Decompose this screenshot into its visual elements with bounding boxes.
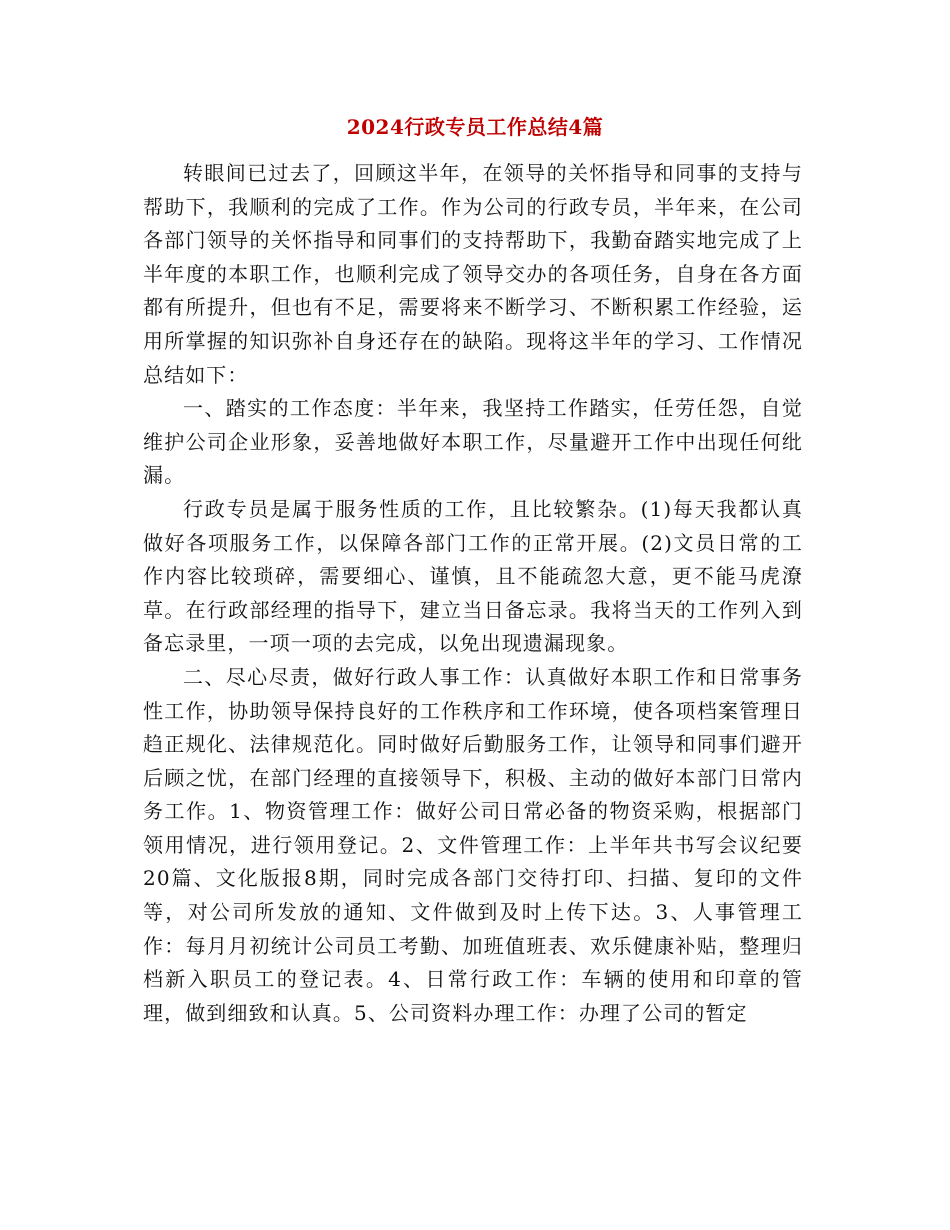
service-work-paragraph: 行政专员是属于服务性质的工作，且比较繁杂。(1)每天我都认真做好各项服务工作，以保障各部门工作的正常开展。(2)文员日常的工作内容比较琐碎，需要细心、谨慎，且不能疏忽大意，更不能马虎潦草。在行政部经理的指导下，建立当日备忘录。我将当天的工作列入到备忘录里，一项一项的去完成，以免出现遗漏现象。 xyxy=(143,496,803,656)
document-body xyxy=(143,157,803,1030)
document-title: 2024行政专员工作总结4篇 xyxy=(346,115,604,139)
admin-hr-work-paragraph: 二、尽心尽责，做好行政人事工作：认真做好本职工作和日常事务性工作，协助领导保持良好的工作秩序和工作环境，使各项档案管理日趋正规化、法律规范化。同时做好后勤服务工作，让领导和同事们避开后顾之忧，在部门经理的直接领导下，积极、主动的做好本部门日常内务工作。1、物资管理工作：做好公司日常必备的物资采购，根据部门领用情况，进行领用登记。2、文件管理工作：上半年共书写会议纪要20篇、文化版报8期，同时完成各部门交待打印、扫描、复印的文件等，对公司所发放的通知、文件做到及时上传下达。3、人事管理工作：每月月初统计公司员工考勤、加班值班表、欢乐健康补贴，整理归档新入职员工的登记表。4、日常行政工作：车辆的使用和印章的管理，做到细致和认真。5、公司资料办理工作：办理了公司的暂定 xyxy=(143,664,803,1025)
intro-paragraph: 转眼间已过去了，回顾这半年，在领导的关怀指导和同事的支持与帮助下，我顺利的完成了工作。作为公司的行政专员，半年来，在公司各部门领导的关怀指导和同事们的支持帮助下，我勤奋踏实地完成了上半年度的本职工作，也顺利完成了领导交办的各项任务，自身在各方面都有所提升，但也有不足，需要将来不断学习、不断积累工作经验，运用所掌握的知识弥补自身还存在的缺陷。现将这半年的学习、工作情况总结如下： xyxy=(143,161,803,387)
work-attitude-paragraph: 一、踏实的工作态度：半年来，我坚持工作踏实，任劳任怨，自觉维护公司企业形象，妥善地做好本职工作，尽量避开工作中出现任何纰漏。 xyxy=(143,396,803,488)
